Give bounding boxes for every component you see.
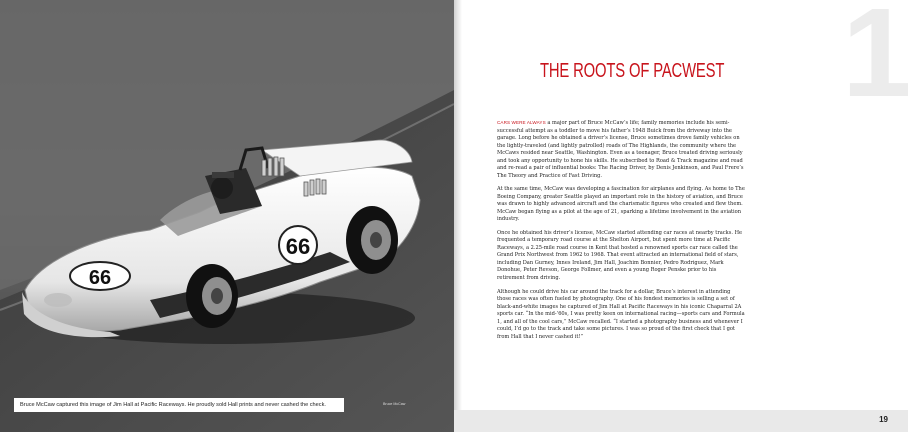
text-page <box>454 0 908 432</box>
paragraph <box>497 289 745 342</box>
page-number: 19 <box>879 415 888 424</box>
paragraph-text: At the same time, McCaw was developing a fascination for airplanes and flying. As home to The Boeing Company, greater Seattle played an important role in the history of aviation, and Bruce was drawn to highly advanced aircraft and the charismatic figures who created and flew them. McCaw began flying as a pilot at the age of 21, sparking a lifetime involvement in the aviation industry. <box>497 186 745 223</box>
photo-caption: Bruce McCaw captured this image of Jim Hall at Pacific Raceways. He proudly sold Hall prints and never cashed the check. <box>14 398 344 412</box>
paragraph-text: Although he could drive his car around the track for a dollar, Bruce’s interest in attending those races was often fueled by photography. One of his fondest memories is selling a set of black-and-white images he captured of Jim Hall at Pacific Raceways in his iconic Chaparral 2A sports car. “In the mid-’60s, I was pretty keen on international racing—sports cars and Formula 1, and all of the cool cars,” McCaw recalled. “I started a photography business and whenever I could, I’d go to the track and take some pictures. I was so proud of the first check that I got from Hall that I never cashed it!” <box>497 288 745 340</box>
paragraph-text: a major part of Bruce McCaw’s life; family memories include his semi-successful attempt as a toddler to move his father’s 1948 Buick from the driveway into the garage. Long before he obtained a driver’s license, Bruce sometimes drove family vehicles on the lightly-traveled (and lightly patrolled) roads of The Highlands, the community where the McCaws resided near Seattle, Washington. Even as a teenager, Bruce treated driving seriously and took any opportunity to hone his skills. He subscribed to Road & Track magazine and read and re-read a pair of influential books: The Racing Driver, by Denis Jenkinson, and Paul Frere’s The Theory and Practice of Fast Driving. <box>497 120 744 179</box>
side-number: 66 <box>285 234 311 259</box>
paragraph <box>497 230 745 283</box>
chapter-title: THE ROOTS OF PACWEST <box>540 60 725 82</box>
body-text <box>497 119 745 347</box>
paragraph <box>497 186 745 224</box>
nose-number: 66 <box>88 267 112 289</box>
chapter-number: 1 <box>842 0 908 123</box>
paragraph <box>497 119 745 180</box>
footer-bar <box>454 410 908 432</box>
paragraph-text: Once he obtained his driver’s license, McCaw started attending car races at nearby tracks. He frequented a temporary road course at the Shelton Airport, but spent more time at Pacific Raceways, a 2.25-mile road course in Kent that hosted a renowned sports car race called the Grand Prix Northwest from 1962 to 1968. That event attracted an international field of stars, including Dan Gurney, Innes Ireland, Jim Hall, Joachim Bonnier, Pedro Rodriguez, Mark Donohue, Peter Revson, George Follmer, and even a young Roger Penske prior to his retirement from driving. <box>497 229 743 281</box>
lead-in: CARS WERE ALWAYS <box>497 120 546 125</box>
photo-credit: Bruce McCaw <box>383 402 406 406</box>
